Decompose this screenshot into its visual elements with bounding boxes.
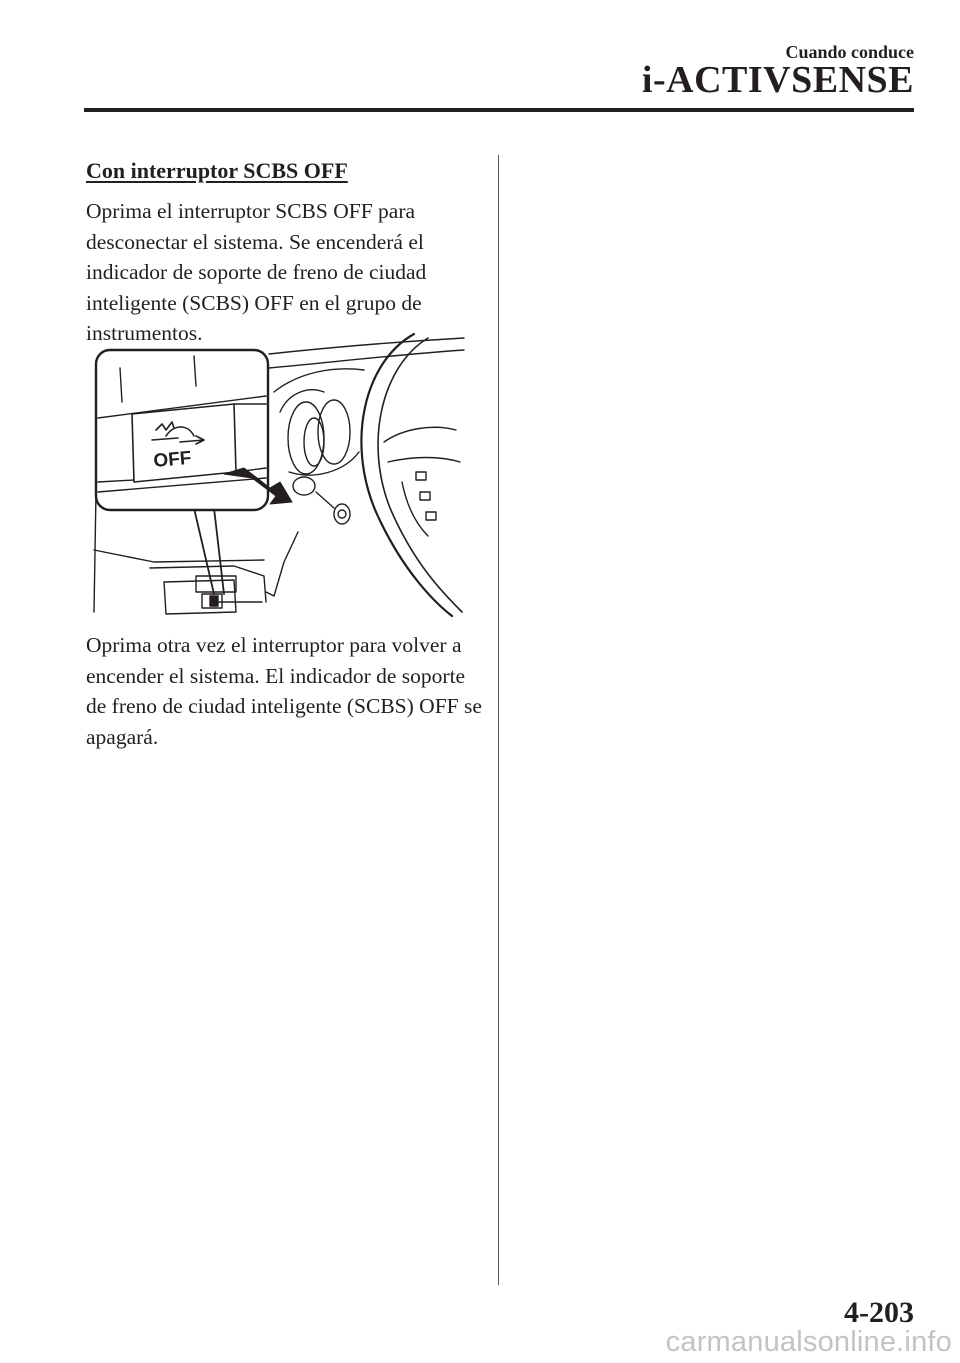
- switch-off-label: OFF: [152, 447, 193, 472]
- header-rule: [84, 108, 914, 112]
- watermark: carmanualsonline.info: [665, 1326, 952, 1358]
- paragraph-switch-off: Oprima el interruptor SCBS OFF para desconectar el sistema. Se encenderá el indicador de soporte de freno de ciudad inteligente (SCBS) OFF en el grupo de instrumentos.: [86, 199, 427, 345]
- paragraph-switch-on: Oprima otra vez el interruptor para volver a encender el sistema. El indicador de soporte de freno de ciudad inteligente (SCBS) OFF se apagará.: [86, 633, 482, 749]
- page-number: 4-203: [844, 1296, 914, 1329]
- header-chapter-title: i-ACTIVSENSE: [641, 59, 914, 101]
- column-divider: [498, 155, 499, 1285]
- dashboard-illustration: [84, 332, 472, 618]
- section-heading: Con interruptor SCBS OFF: [86, 158, 348, 183]
- header-section-title: Cuando conduce: [785, 42, 914, 62]
